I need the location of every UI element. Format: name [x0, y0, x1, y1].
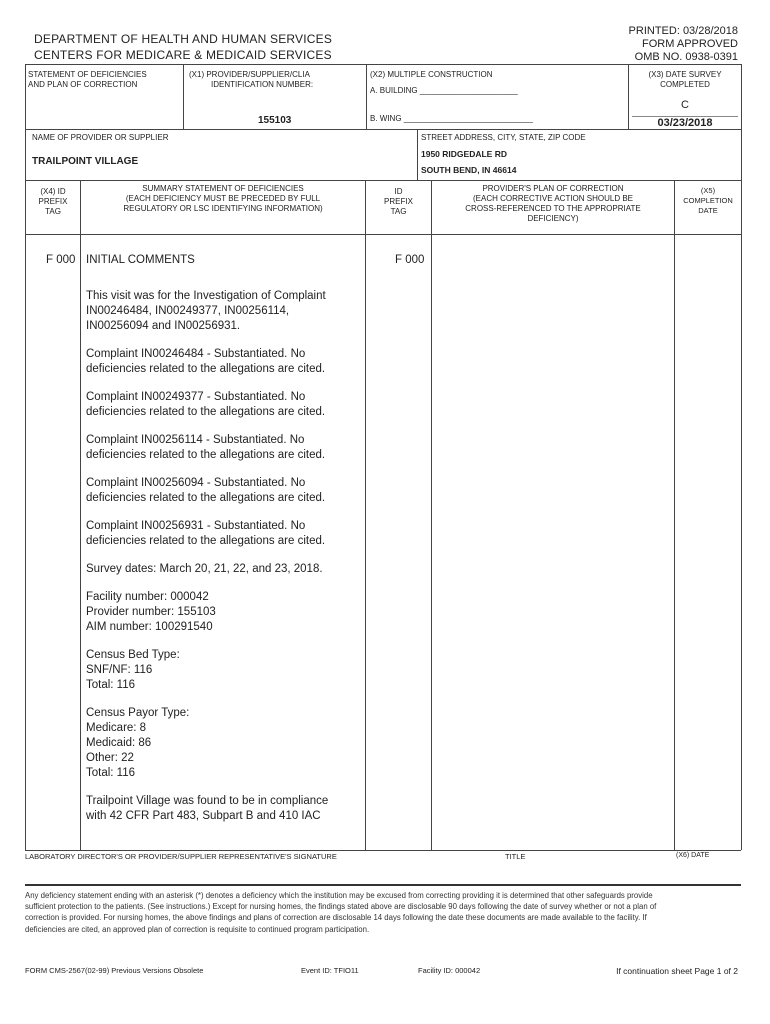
rule: [25, 884, 741, 886]
paragraph: Trailpoint Village was found to be in compliance with 42 CFR Part 483, Subpart B and 410 IAC: [86, 795, 329, 822]
entry-body: [86, 289, 361, 837]
paragraph: Complaint IN00256931 - Substantiated. No deficiencies related to the allegations are cited.: [86, 520, 326, 547]
x2-label: (X2) MULTIPLE CONSTRUCTION: [370, 70, 493, 79]
signature-label: LABORATORY DIRECTOR'S OR PROVIDER/SUPPLIER REPRESENTATIVE'S SIGNATURE: [25, 852, 337, 861]
printed-date: PRINTED: 03/28/2018: [628, 25, 738, 37]
paragraph: Census Bed Type: SNF/NF: 116 Total: 116: [86, 649, 180, 691]
x1-label: (X1) PROVIDER/SUPPLIER/CLIA IDENTIFICATION NUMBER:: [189, 70, 314, 89]
paragraph: Complaint IN00249377 - Substantiated. No deficiencies related to the allegations are cited.: [86, 391, 326, 418]
statement-label: STATEMENT OF DEFICIENCIES AND PLAN OF CORRECTION: [28, 70, 147, 89]
paragraph: Census Payor Type: Medicare: 8 Medicaid: 86 Other: 22 Total: 116: [86, 707, 190, 779]
survey-completed-date: 03/23/2018: [657, 117, 713, 129]
rule: [366, 64, 367, 129]
plan-header: PROVIDER'S PLAN OF CORRECTION (EACH CORRECTIVE ACTION SHOULD BE CROSS-REFERENCED TO THE APPROPRIATE DEFICIENCY): [465, 184, 641, 223]
paragraph: Survey dates: March 20, 21, 22, and 23, 2018.: [86, 563, 323, 575]
wing-field: B. WING _____________________________: [370, 114, 533, 123]
paragraph: Complaint IN00256094 - Substantiated. No deficiencies related to the allegations are cited.: [86, 477, 326, 504]
rule: [25, 64, 26, 180]
title-label: TITLE: [505, 852, 526, 861]
tag-prefix-right: F 000: [395, 254, 425, 266]
rule: [741, 180, 742, 850]
rule: [25, 180, 741, 181]
rule: [674, 180, 675, 850]
page-indicator: If continuation sheet Page 1 of 2: [616, 966, 738, 976]
id-prefix-header: ID PREFIX TAG: [384, 187, 413, 216]
tag-prefix-left: F 000: [46, 254, 76, 266]
rule: [365, 180, 366, 850]
paragraph: This visit was for the Investigation of Complaint IN00246484, IN00249377, IN00256114, IN00256094 and IN00256931.: [86, 290, 326, 332]
facility-id: Facility ID: 000042: [418, 966, 481, 975]
rule: [80, 180, 81, 850]
provider-name: TRAILPOINT VILLAGE: [32, 156, 139, 167]
survey-code: C: [681, 99, 689, 111]
entry-title: INITIAL COMMENTS: [86, 254, 195, 266]
deficiency-disclaimer: Any deficiency statement ending with an asterisk (*) denotes a deficiency which the institution may be excused from correcting providing it is determined that other safeguards provide sufficient protection to the patients. (See instructions.) Except for nursing homes, the findings stated above are disclosable 90 days following the date of survey whether or not a plan of correction is provided. For nursing homes, the above findings and plans of correction are disclosable 14 days following the date these documents are made available to the facility. If deficiencies are cited, an approved plan of correction is requisite to continued program participation.: [25, 891, 657, 934]
paragraph: Facility number: 000042 Provider number: 155103 AIM number: 100291540: [86, 591, 216, 633]
rule: [183, 64, 184, 129]
rule: [431, 180, 432, 850]
provider-id-number: 155103: [258, 115, 292, 126]
form-approved: FORM APPROVED: [642, 38, 738, 50]
event-id: Event ID: TFIO11: [301, 966, 359, 975]
provider-name-label: NAME OF PROVIDER OR SUPPLIER: [32, 133, 169, 142]
rule: [25, 850, 741, 851]
completion-date-header: (X5) COMPLETION DATE: [683, 186, 733, 215]
rule: [25, 64, 741, 65]
rule: [25, 129, 741, 130]
x3-label: (X3) DATE SURVEY COMPLETED: [648, 70, 722, 89]
paragraph: Complaint IN00256114 - Substantiated. No deficiencies related to the allegations are cited.: [86, 434, 326, 461]
street-address: 1950 RIDGEDALE RD: [421, 149, 507, 159]
building-field: A. BUILDING ______________________: [370, 86, 518, 95]
department-title: DEPARTMENT OF HEALTH AND HUMAN SERVICES: [34, 32, 333, 46]
address-label: STREET ADDRESS, CITY, STATE, ZIP CODE: [421, 133, 586, 142]
omb-number: OMB NO. 0938-0391: [634, 51, 738, 63]
rule: [25, 180, 26, 850]
agency-title: CENTERS FOR MEDICARE & MEDICAID SERVICES: [34, 48, 332, 62]
x4-header: (X4) ID PREFIX TAG: [38, 187, 68, 216]
form-number: FORM CMS-2567(02-99) Previous Versions Obsolete: [25, 966, 204, 975]
date-label: (X6) DATE: [676, 852, 710, 859]
rule: [417, 129, 418, 180]
paragraph: Complaint IN00246484 - Substantiated. No deficiencies related to the allegations are cited.: [86, 348, 326, 375]
rule: [25, 234, 741, 235]
city-state-zip: SOUTH BEND, IN 46614: [421, 165, 517, 175]
summary-header: SUMMARY STATEMENT OF DEFICIENCIES (EACH DEFICIENCY MUST BE PRECEDED BY FULL REGULATORY OR LSC IDENTIFYING INFORMATION): [123, 184, 323, 213]
